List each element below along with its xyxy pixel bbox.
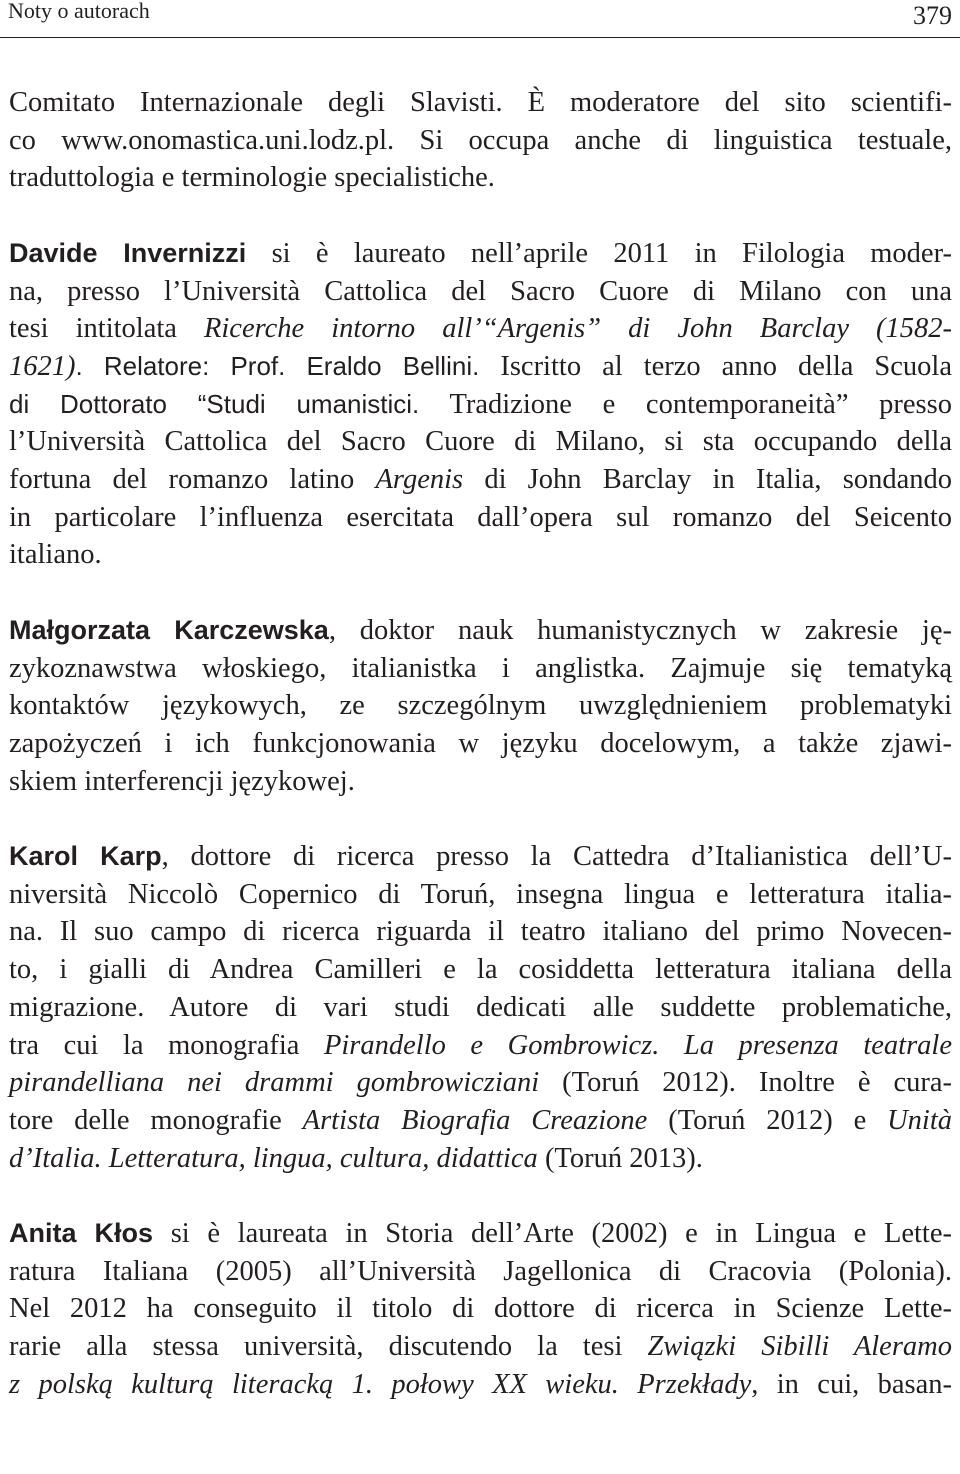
header-rule [0, 37, 960, 38]
text-span: zykoznawstwa włoskiego, italianistka i anglistka. [9, 652, 646, 684]
paragraph-continuation [9, 84, 952, 197]
text-line [9, 1102, 952, 1140]
text-span: Iscritto al terzo anno della Scuola [479, 350, 952, 382]
text-line [9, 1027, 952, 1065]
text-span: Tradizione e contemporaneità” presso [419, 388, 952, 420]
paragraph-gap [9, 800, 952, 838]
text-line: traduttologia e terminologie specialistiche. [9, 162, 495, 194]
text-line [9, 612, 952, 650]
text-line [9, 1140, 952, 1178]
author-name: Anita Kłos [9, 1218, 154, 1249]
running-header-title: Noty o autorach [8, 0, 150, 23]
author-note-klos [9, 1215, 952, 1404]
text-line [9, 310, 952, 348]
text-line: kontaktów językowych, ze szczególnym uwzględnieniem problematyki [9, 690, 952, 722]
thesis-title: Związki Sibilli Aleramo [647, 1331, 952, 1363]
text-line: ratura Italiana (2005) all’Università Jagellonica di Cracovia (Polonia). [9, 1255, 952, 1287]
text-line: na, presso l’Università Cattolica del Sacro Cuore di Milano con una [9, 275, 952, 307]
thesis-title: 1621) [9, 350, 76, 382]
text-line: italiano. [9, 539, 102, 571]
author-note-invernizzi [9, 235, 952, 574]
text-span: (Toruń 2013). [537, 1142, 703, 1174]
book-title: Artista Biografia Creazione [302, 1104, 648, 1136]
text-span: (Toruń 2012). Inoltre è cura- [539, 1067, 952, 1099]
text-line [9, 650, 952, 688]
book-title: d’Italia. Letteratura, lingua, cultura, didattica [9, 1142, 538, 1174]
text-line: na. Il suo campo di ricerca riguarda il teatro italiano del primo Novecen- [9, 916, 952, 948]
author-note-karp [9, 838, 952, 1177]
book-title: Argenis [375, 464, 464, 496]
text-span: , in cui, basan- [751, 1368, 953, 1400]
text-line [9, 1215, 952, 1253]
text-span: di Dottorato “Studi umanistici. [9, 388, 420, 419]
page-number: 379 [913, 1, 952, 30]
text-span: Zajmuje się tematyką [645, 652, 953, 684]
text-line [9, 1328, 952, 1366]
text-line: niversità Niccolò Copernico di Toruń, insegna lingua e letteratura italia- [9, 878, 952, 910]
paragraph-gap [9, 1177, 952, 1215]
author-name: Davide Invernizzi [9, 237, 247, 268]
running-header [0, 0, 960, 36]
text-span: (Toruń 2012) e [647, 1104, 888, 1136]
text-line: Nel 2012 ha conseguito il titolo di dottore di ricerca in Scienze Lette- [9, 1293, 952, 1325]
book-title: Pirandello e Gombrowicz. La presenza teatrale [323, 1029, 952, 1061]
text-line [9, 1064, 952, 1102]
text-span: , dottore di ricerca presso la Cattedra d’Italianistica dell’U- [161, 841, 952, 873]
text-span: di John Barclay in Italia, sondando [463, 464, 952, 496]
author-name: Małgorzata Karczewska [9, 614, 329, 645]
text-span: tore delle monografie [9, 1104, 303, 1136]
text-span: tesi intitolata [9, 313, 204, 345]
text-span: fortuna del romanzo latino [9, 464, 376, 496]
text-line: migrazione. Autore di vari studi dedicati alle suddette problematiche, [9, 991, 952, 1023]
text-span: si è laureata in Storia dell’Arte (2002) e in Lingua e Lette- [153, 1218, 952, 1250]
text-line: in particolare l’influenza esercitata dall’opera sul romanzo del Seicento [9, 501, 952, 533]
text-line: co www.onomastica.uni.lodz.pl. Si occupa anche di linguistica testuale, [9, 124, 952, 156]
text-line: Comitato Internazionale degli Slavisti. È moderatore del sito scientifi- [9, 87, 952, 118]
text-span: tra cui la monografia [9, 1029, 324, 1061]
text-span: , doktor nauk humanistycznych w zakresie ję- [328, 614, 952, 646]
thesis-title: Ricerche intorno all’“Argenis” di John Barclay (1582- [203, 313, 952, 345]
text-span: rarie alla stessa università, discutendo la tesi [9, 1331, 648, 1363]
text-line [9, 838, 952, 876]
page-body [9, 84, 952, 1404]
paragraph-gap [9, 574, 952, 612]
text-span: si è laureato nell’aprile 2011 in Filologia moder- [246, 237, 952, 269]
text-line: zapożyczeń i ich funkcjonowania w języku docelowym, a także zjawi- [9, 727, 952, 759]
text-line: to, i gialli di Andrea Camilleri e la cosiddetta letteratura italiana della [9, 954, 952, 986]
text-line: l’Università Cattolica del Sacro Cuore di Milano, si sta occupando della [9, 426, 952, 458]
text-line [9, 386, 952, 424]
text-line: skiem interferencji językowej. [9, 765, 355, 797]
author-note-karczewska [9, 612, 952, 801]
text-line [9, 348, 952, 386]
thesis-title: z polską kulturą literacką 1. połowy XX wieku. Przekłady [9, 1368, 752, 1400]
paragraph-gap [9, 197, 952, 235]
book-title: Unità [887, 1104, 953, 1136]
author-name: Karol Karp [9, 841, 162, 872]
text-line [9, 235, 952, 273]
text-line [9, 461, 952, 499]
book-title: pirandelliana nei drammi gombrowicziani [9, 1067, 540, 1099]
text-line [9, 1366, 952, 1404]
text-span: . Relatore: Prof. Eraldo Bellini. [75, 350, 480, 381]
